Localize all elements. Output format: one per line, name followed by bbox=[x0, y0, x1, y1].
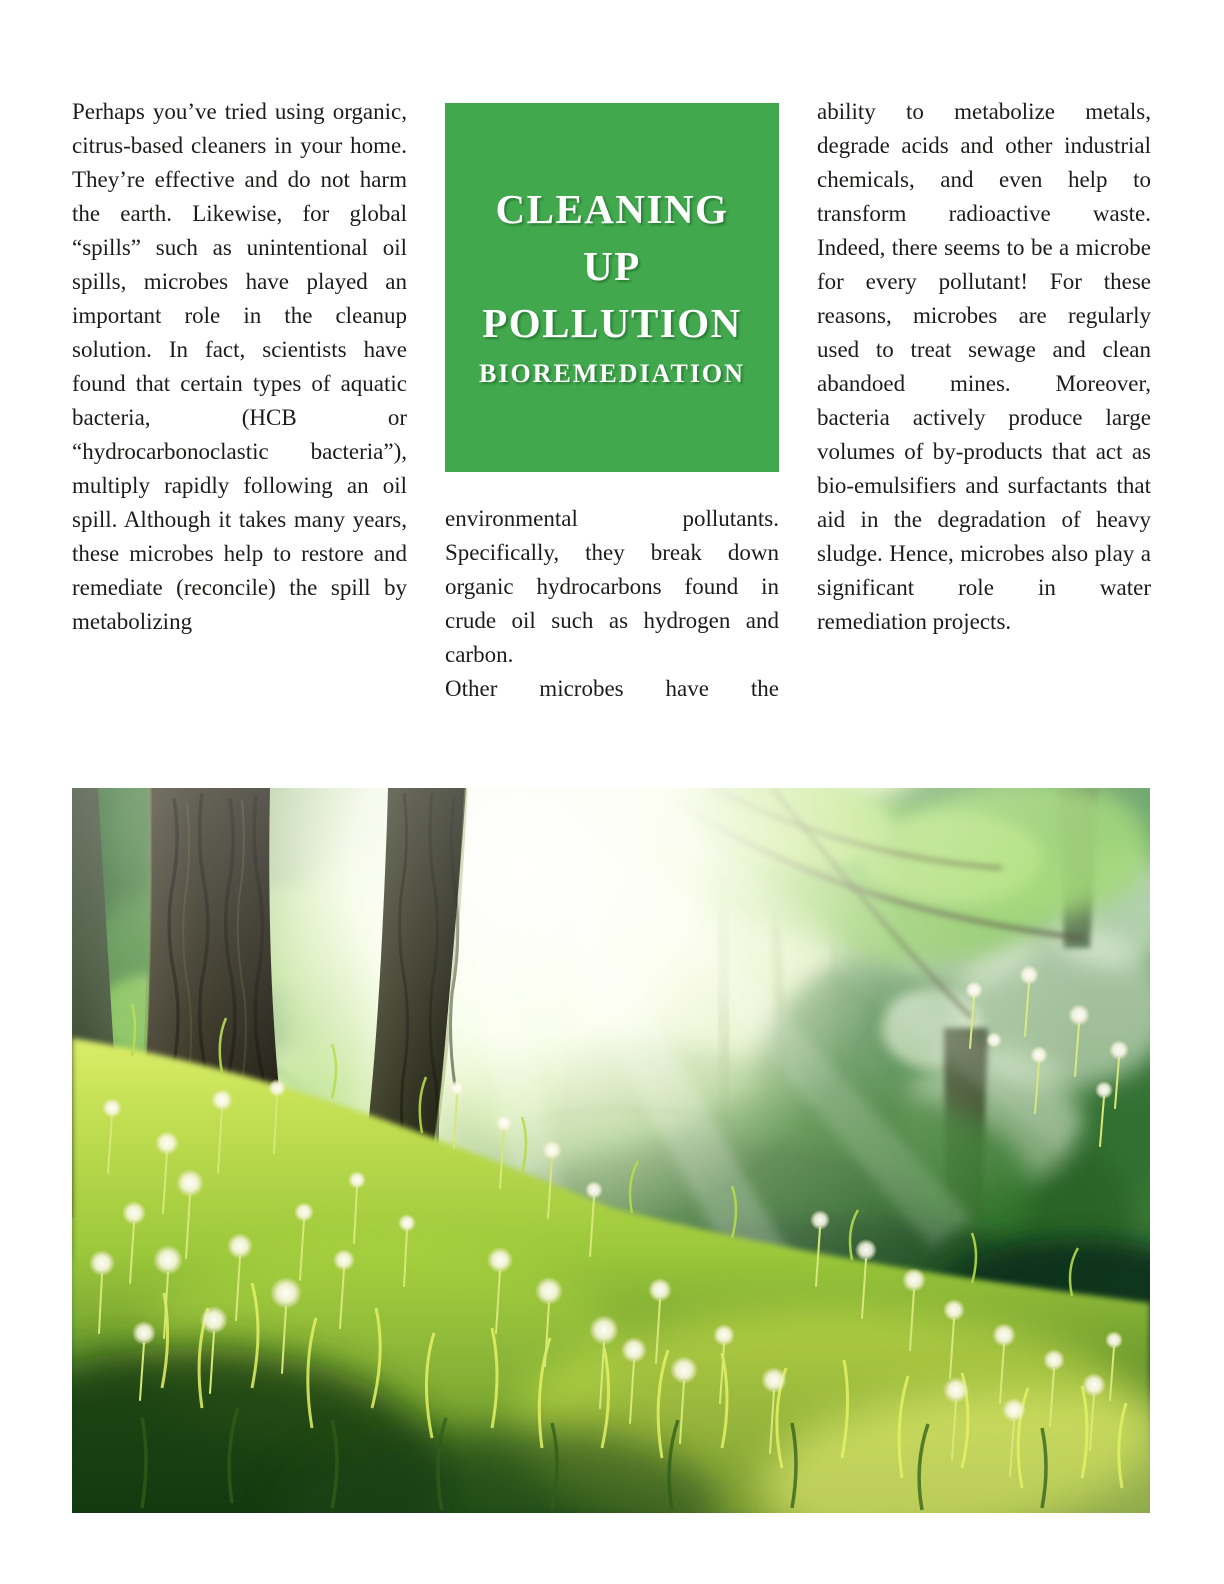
text-column-2 bbox=[445, 95, 779, 706]
text-column-3 bbox=[817, 95, 1151, 706]
body-paragraph: Other microbes have the bbox=[445, 676, 779, 701]
body-paragraph: environmental pollutants. Specifically, they break down organic hydrocarbons found in crude oil such as hydrogen and carbon. bbox=[445, 506, 779, 667]
haze-overlay bbox=[72, 788, 1150, 1513]
body-paragraph: ability to metabolize metals, degrade acids and other industrial chemicals, and even help to transform radioactive waste. Indeed, there seems to be a microbe for every pollutant! For these reasons, microbes are regularly used to treat sewage and clean abandoed mines. Moreover, bacteria actively produce large volumes of by-products that act as bio-emulsifiers and surfactants that aid in the degradation of heavy sludge. Hence, microbes also play a significant role in water remediation projects. bbox=[817, 99, 1151, 634]
banner-title-line: CLEANING bbox=[495, 186, 729, 232]
banner-title bbox=[482, 181, 742, 352]
body-paragraph: Perhaps you’ve tried using organic, citrus-based cleaners in your home. They’re effective and do not harm the earth. Likewise, for global “spills” such as unintentional oil spills, microbes have played an important role in the cleanup solution. In fact, scientists have found that certain types of aquatic bacteria, (HCB or “hydrocarbonoclastic bacteria”), multiply rapidly following an oil spill. Although it takes many years, these microbes help to restore and remediate (reconcile) the spill by metabolizing bbox=[72, 99, 407, 634]
article-columns bbox=[72, 95, 1151, 706]
forest-photo bbox=[72, 788, 1150, 1513]
title-banner bbox=[445, 103, 779, 472]
banner-subtitle: BIOREMEDIATION bbox=[479, 359, 745, 388]
banner-title-line: POLLUTION bbox=[482, 300, 742, 346]
banner-title-line: UP bbox=[583, 243, 641, 289]
forest-photo-graphic bbox=[72, 788, 1150, 1513]
text-column-1 bbox=[72, 95, 407, 706]
